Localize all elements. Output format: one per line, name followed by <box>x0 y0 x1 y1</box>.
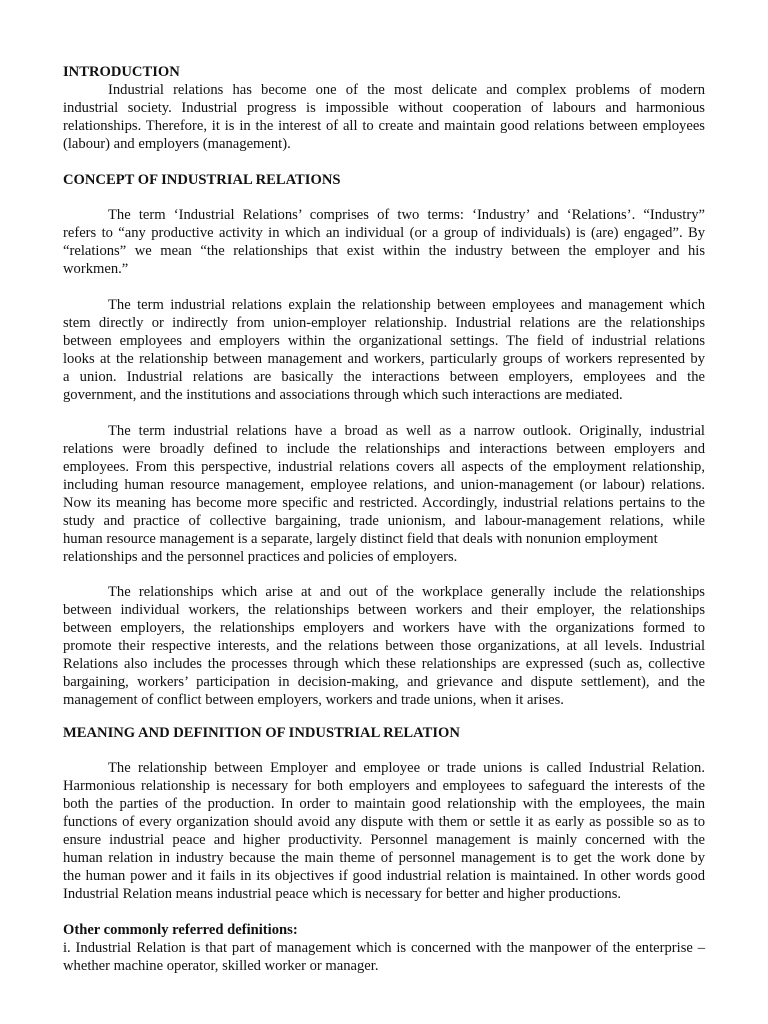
text-line: The relationships which arise at and out of the workplace generally include the relationships <box>108 584 705 600</box>
text-line: Harmonious relationship is necessary for both employers and employees to safeguard the interests of the <box>63 778 705 794</box>
text-line: i. Industrial Relation is that part of management which is concerned with the manpower of the enterprise – <box>63 940 705 956</box>
heading-text: MEANING AND DEFINITION OF INDUSTRIAL RELATION <box>63 725 460 741</box>
text-line: The term industrial relations have a broad as well as a narrow outlook. Originally, industrial <box>108 423 705 439</box>
text-line: relationships. Therefore, it is in the interest of all to create and maintain good relations between employees <box>63 118 705 134</box>
text-line: between individual workers, the relationships between workers and their employer, the relationships <box>63 602 705 618</box>
definition-item <box>63 939 705 975</box>
section-heading <box>63 171 705 189</box>
paragraph <box>63 81 705 153</box>
text-line: between employees and employers within the organizational settings. The field of industrial relations <box>63 333 705 349</box>
text-line: ensure industrial peace and higher productivity. Personnel management is mainly concerned with the <box>63 832 705 848</box>
text-line: “relations” we mean “the relationships that exist within the industry between the employer and his <box>63 243 705 259</box>
text-line: refers to “any productive activity in which an individual (or a group of individuals) is (are) engaged”. By <box>63 225 705 241</box>
heading-text: INTRODUCTION <box>63 64 180 80</box>
text-line: employees. From this perspective, industrial relations covers all aspects of the employment relationship, <box>63 459 705 475</box>
paragraph <box>63 206 705 278</box>
text-line: the human power and it fails in its objectives if good industrial relation is maintained. In other words good <box>63 868 705 884</box>
text-line: whether machine operator, skilled worker or manager. <box>63 958 379 974</box>
text-line: human relation in industry because the main theme of personnel management is to get the work done by <box>63 850 705 866</box>
text-line: study and practice of collective bargaining, trade unionism, and labour-management relations, while <box>63 513 705 529</box>
text-line: between employers, the relationships employers and workers have with the organizations formed to <box>63 620 705 636</box>
text-line: a union. Industrial relations are basically the interactions between employers, employees and the <box>63 369 705 385</box>
text-line: functions of every organization should avoid any dispute with them or settle it as early as possible so as to <box>63 814 705 830</box>
paragraph <box>63 583 705 709</box>
text-line: workmen.” <box>63 261 129 277</box>
section-heading <box>63 724 705 742</box>
text-line: Industrial relations has become one of the most delicate and complex problems of modern <box>108 82 705 98</box>
text-line: including human resource management, employee relations, and union-management (or labour) relations. <box>63 477 705 493</box>
heading-text: CONCEPT OF INDUSTRIAL RELATIONS <box>63 172 341 188</box>
text-line: government, and the institutions and associations through which such interactions are mediated. <box>63 387 623 403</box>
text-line: Industrial Relation means industrial peace which is necessary for better and higher productions. <box>63 886 622 902</box>
text-line: relationships and the personnel practices and policies of employers. <box>63 549 458 565</box>
paragraph <box>63 296 705 404</box>
text-line: (labour) and employers (management). <box>63 136 291 152</box>
paragraph <box>63 422 705 566</box>
text-line: Now its meaning has become more specific and restricted. Accordingly, industrial relations pertains to the <box>63 495 705 511</box>
text-line: Relations also includes the processes through which these relationships are expressed (such as, collective <box>63 656 705 672</box>
text-line: human resource management is a separate, largely distinct field that deals with nonunion employment <box>63 531 658 547</box>
text-line: The relationship between Employer and employee or trade unions is called Industrial Relation. <box>108 760 705 776</box>
section-heading <box>63 63 705 81</box>
text-line: looks at the relationship between management and workers, particularly groups of workers represented by <box>63 351 705 367</box>
text-line: both the parties of the production. In order to maintain good relationship with the employees, the main <box>63 796 705 812</box>
paragraph <box>63 759 705 903</box>
text-line: industrial society. Industrial progress is impossible without cooperation of labours and harmonious <box>63 100 705 116</box>
text-line: relations were broadly defined to include the relationships and interactions between employers and <box>63 441 705 457</box>
text-line: management of conflict between employers, workers and trade unions, when it arises. <box>63 692 564 708</box>
text-line: stem directly or indirectly from union-employer relationship. Industrial relations are the relationships <box>63 315 705 331</box>
section-heading <box>63 921 705 939</box>
text-line: bargaining, workers’ participation in decision-making, and grievance and dispute settlement), and the <box>63 674 705 690</box>
text-line: The term industrial relations explain the relationship between employees and management which <box>108 297 705 313</box>
text-line: The term ‘Industrial Relations’ comprises of two terms: ‘Industry’ and ‘Relations’. “Industry” <box>108 207 705 223</box>
heading-text: Other commonly referred definitions: <box>63 922 298 938</box>
text-line: promote their respective interests, and the relations between those organizations, at all levels. Industrial <box>63 638 705 654</box>
